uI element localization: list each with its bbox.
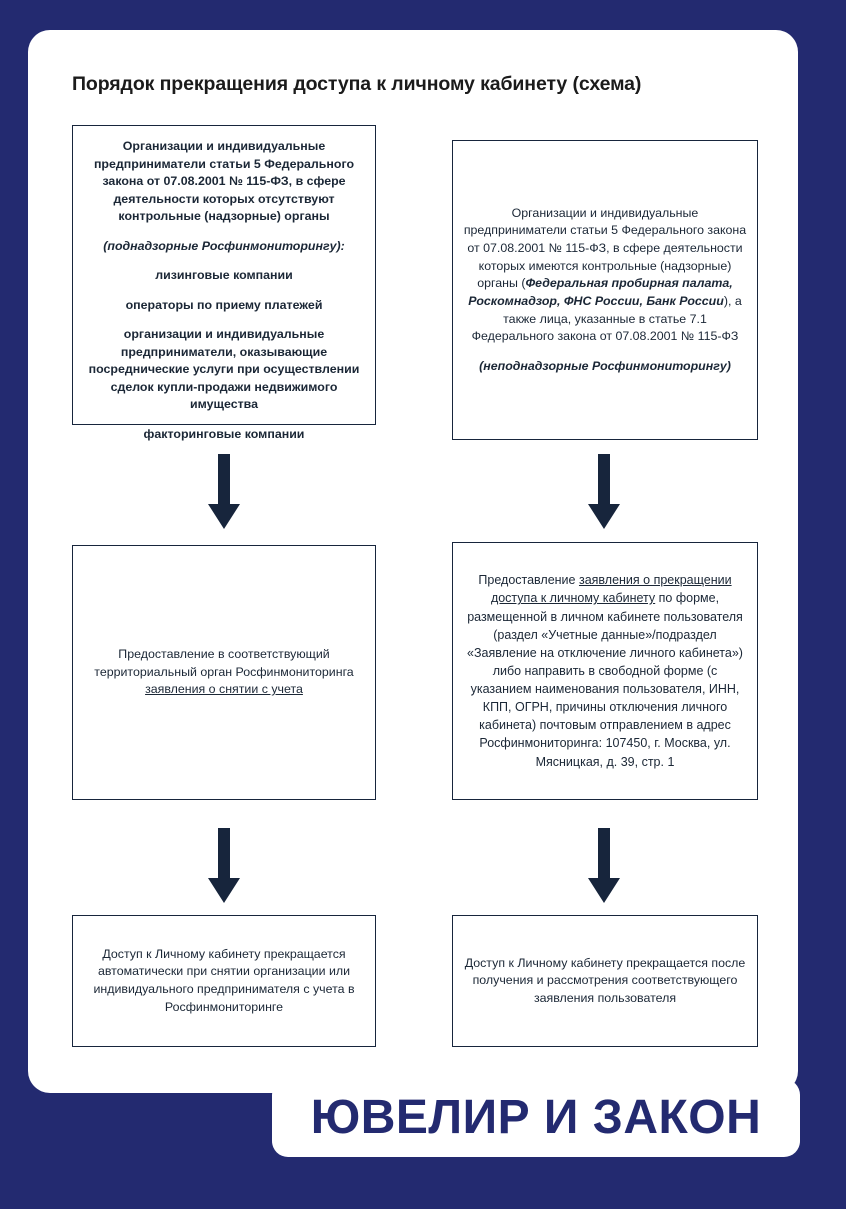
left-action-prefix: Предоставление в соответствующий территориальный орган Росфинмониторинга xyxy=(94,647,354,679)
right-result-text: Доступ к Личному кабинету прекращается после получения и рассмотрения соответствующего заявления пользователя xyxy=(464,955,746,1005)
right-source-part2: ), а также лица, указанные в статье 7.1 Федерального закона от 07.08.2001 № 115-ФЗ xyxy=(471,293,742,344)
left-source-intro-italic: (поднадзорные Росфинмониторингу): xyxy=(103,238,345,253)
left-result-text: Доступ к Личному кабинету прекращается автоматически при снятии организации или индивидуального предпринимателя с учета в Росфинмониторинге xyxy=(93,946,355,1014)
arrow-down-left-1 xyxy=(207,454,241,530)
right-action-suffix: по форме, размещенной в личном кабинете пользователя (раздел «Учетные данные»/подраздел «Заявление на отключение личного кабинета») либо направить в свободной форме (с указанием наименования пользователя, ИНН, КПП, ОГРН, причины отключения личного кабинета) почтовым отправлением в адрес Росфинмониторинга: 107450, г. Москва, ул. Мясницкая, д. 39, стр. 1 xyxy=(467,591,743,769)
left-source-item-3: факторинговые компании xyxy=(143,426,305,441)
left-source-item-1: операторы по приему платежей xyxy=(125,297,323,312)
left-action-text xyxy=(83,646,365,699)
arrow-down-right-2 xyxy=(587,828,621,904)
flow-box-left-action xyxy=(72,545,376,800)
right-source-note: (неподнадзорные Росфинмониторингу) xyxy=(479,358,731,373)
brand-banner xyxy=(272,1079,800,1157)
right-action-link[interactable]: заявления о прекращении доступа к личному кабинету xyxy=(490,573,732,606)
left-source-item-0: лизинговые компании xyxy=(155,268,293,283)
right-source-paragraph xyxy=(463,205,747,346)
page-title: Порядок прекращения доступа к личному кабинету (схема) xyxy=(72,73,642,95)
flow-box-left-result xyxy=(72,915,376,1047)
flow-box-right-result xyxy=(452,915,758,1047)
left-source-item-2: организации и индивидуальные предприниматели, оказывающие посреднические услуги при осуществлении сделок купли-продажи недвижимого имущества xyxy=(88,326,360,412)
flow-box-right-action xyxy=(452,542,758,800)
left-action-link[interactable]: заявления о снятии с учета xyxy=(145,682,303,697)
content-card xyxy=(28,30,798,1093)
left-source-intro: Организации и индивидуальные предприниматели статьи 5 Федерального закона от 07.08.2001 № 115-ФЗ, в сфере деятельности которых отсутствуют контрольные (надзорные) органы xyxy=(93,139,355,224)
right-source-part1: Организации и индивидуальные предприниматели статьи 5 Федерального закона от 07.08.2001 № 115-ФЗ, в сфере деятельности которых имеются контрольные (надзорные) органы ( xyxy=(463,205,747,291)
right-source-authorities: Федеральная пробирная палата, Роскомнадзор, ФНС России, Банк России xyxy=(468,276,733,308)
arrow-down-left-2 xyxy=(207,828,241,904)
arrow-down-right-1 xyxy=(587,454,621,530)
right-action-text xyxy=(463,571,747,770)
flow-box-left-source xyxy=(72,125,376,441)
brand-banner-label: ЮВЕЛИР И ЗАКОН xyxy=(310,1091,762,1144)
flow-box-right-source xyxy=(452,140,758,440)
right-action-prefix: Предоставление xyxy=(478,573,579,588)
